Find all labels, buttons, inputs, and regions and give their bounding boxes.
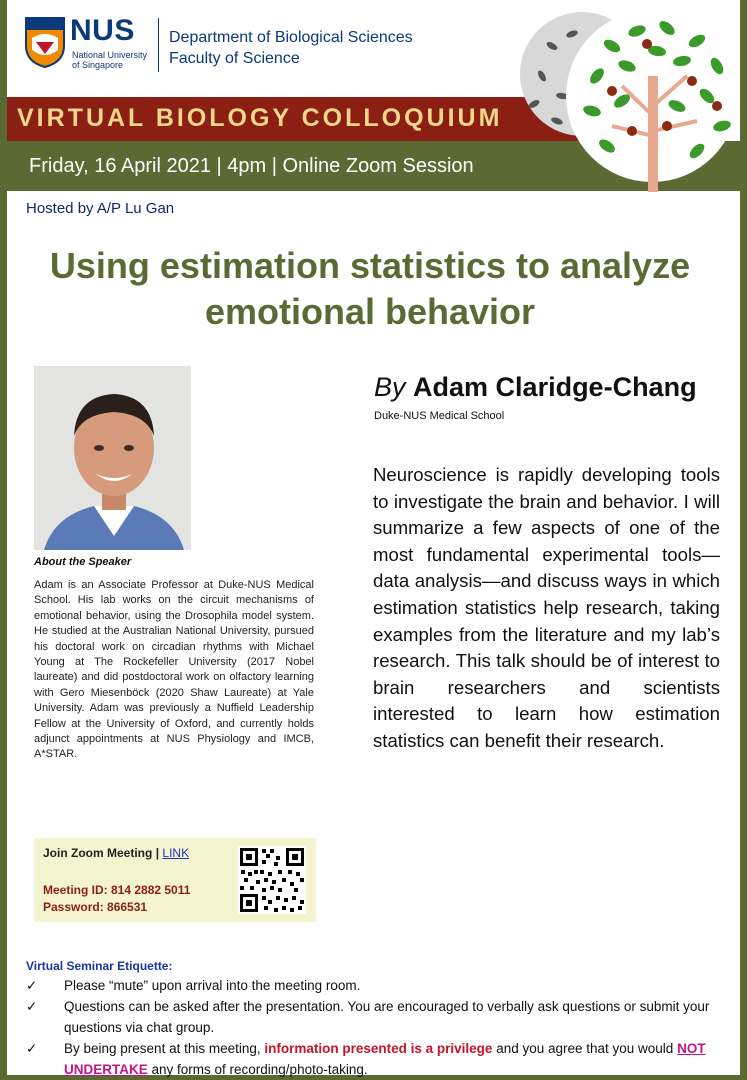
checkmark-icon: ✓ xyxy=(26,999,38,1014)
about-speaker-label: About the Speaker xyxy=(34,556,132,568)
tree-illustration-icon xyxy=(512,6,740,192)
colloquium-title: VIRTUAL BIOLOGY COLLOQUIUM xyxy=(17,104,503,132)
event-details: Friday, 16 April 2021 | 4pm | Online Zoom Session xyxy=(29,155,474,177)
speaker-heading xyxy=(374,372,697,403)
logo-divider xyxy=(158,18,159,72)
department-block xyxy=(169,27,413,69)
meeting-password: Password: 866531 xyxy=(43,900,148,914)
zoom-link[interactable]: LINK xyxy=(162,846,190,860)
speaker-photo xyxy=(34,366,191,550)
zoom-separator: | xyxy=(155,846,160,860)
speaker-affiliation: Duke-NUS Medical School xyxy=(374,410,505,422)
zoom-info-box xyxy=(34,838,316,922)
etiquette-text: Please “mute” upon arrival into the meeting room. xyxy=(64,978,361,993)
privilege-emphasis: information presented is a privilege xyxy=(264,1041,493,1056)
etiquette-text: By being present at this meeting, xyxy=(64,1041,265,1056)
checkmark-icon: ✓ xyxy=(26,1041,38,1056)
zoom-join-label: Join Zoom Meeting xyxy=(43,846,153,860)
nus-crest-icon xyxy=(24,16,66,68)
etiquette-item xyxy=(26,1038,716,1080)
etiquette-text: and you agree that you would xyxy=(492,1041,678,1056)
zoom-join-line xyxy=(43,846,189,860)
speaker-name: Adam Claridge-Chang xyxy=(413,372,697,402)
faculty-name: Faculty of Science xyxy=(169,50,300,67)
talk-abstract: Neuroscience is rapidly developing tools to investigate the brain and behavior. I will summarize a few aspects of one of the most fundamental experimental tools—data analysis—and discuss ways in which estimation statistics help research, taking examples from the literature and my lab’s research. This talk should be of interest to brain researchers and scientists interested to learn how estimation statistics can benefit their research. xyxy=(373,464,720,751)
meeting-id: Meeting ID: 814 2882 5011 xyxy=(43,883,191,897)
etiquette-item xyxy=(26,975,716,996)
talk-title: Using estimation statistics to analyze emotional behavior xyxy=(49,245,691,332)
nus-subtitle: National University of Singapore xyxy=(72,50,148,70)
qr-code-icon[interactable] xyxy=(238,846,306,914)
by-label: By xyxy=(374,372,406,402)
etiquette-list xyxy=(26,975,716,1080)
etiquette-text: any forms of recording/photo-taking. xyxy=(147,1062,368,1077)
department-name: Department of Biological Sciences xyxy=(169,29,413,46)
etiquette-title: Virtual Seminar Etiquette: xyxy=(26,959,173,973)
etiquette-item xyxy=(26,996,716,1038)
not-undertake-emphasis: NOT UNDERTAKE xyxy=(64,1041,706,1077)
checkmark-icon: ✓ xyxy=(26,978,38,993)
speaker-bio: Adam is an Associate Professor at Duke-NUS Medical School. His lab works on the circuit mechanisms of emotional behavior, using the Drosophila model system. He studied at the Australian National University, pursued his doctoral work on circadian rhythms with Michael Young at The Rockefeller University (2017 Nobel laureate) and did postdoctoral work on olfactory learning with Gero Miesenböck (2020 Shaw Laureate) at Yale University. Adam was previously a Nuffield Leadership Fellow at the University of Oxford, and currently holds adjunct appointments at NUS Physiology and IMCB, A*STAR. xyxy=(34,579,314,761)
host-line: Hosted by A/P Lu Gan xyxy=(26,200,175,217)
zoom-credentials xyxy=(43,882,190,916)
nus-logo xyxy=(24,14,154,76)
nus-wordmark: NUS xyxy=(70,14,135,47)
etiquette-text: Questions can be asked after the presentation. You are encouraged to verbally ask questions or submit your questions via chat group. xyxy=(64,999,710,1035)
